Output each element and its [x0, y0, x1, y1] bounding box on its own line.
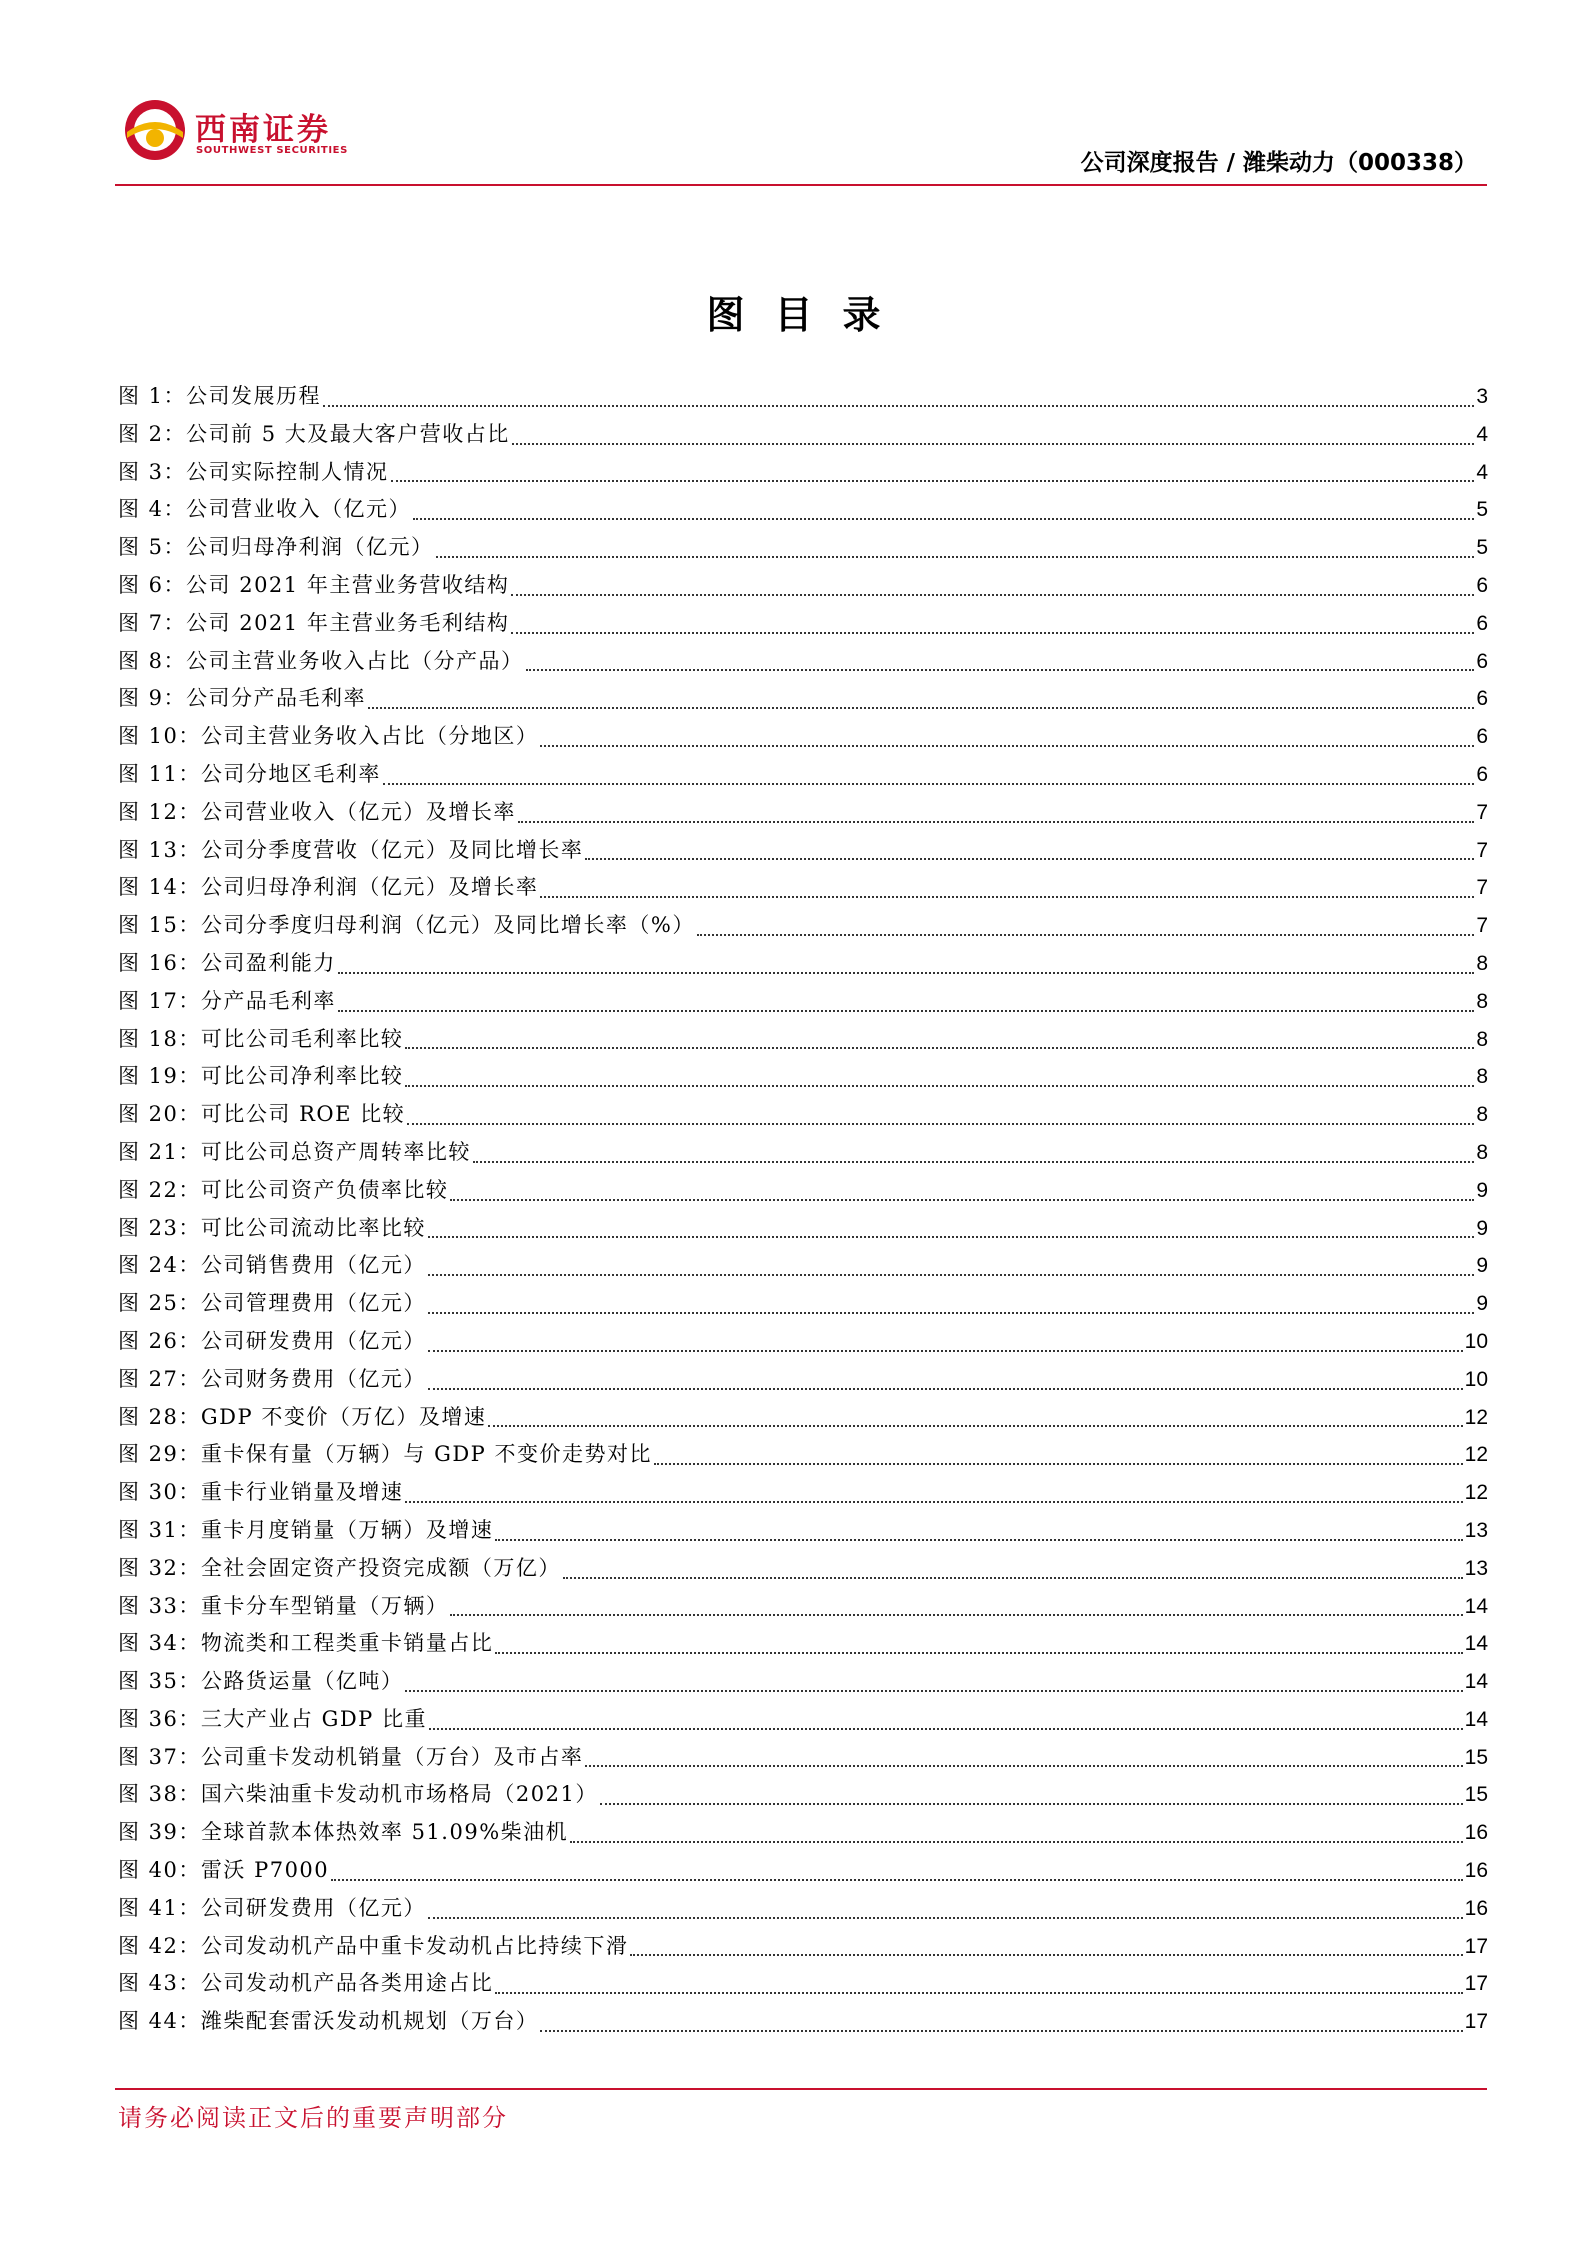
toc-entry-page: 9	[1476, 1292, 1488, 1316]
toc-entry-page: 17	[1464, 2010, 1488, 2034]
toc-entry[interactable]	[118, 1247, 1488, 1285]
toc-leader-dots	[540, 895, 1474, 898]
toc-leader-dots	[697, 933, 1474, 936]
toc-leader-dots	[428, 1273, 1474, 1276]
toc-entry[interactable]	[118, 1172, 1488, 1210]
toc-entry-label: 图 34：物流类和工程类重卡销量占比	[118, 1631, 494, 1656]
toc-entry-page: 15	[1464, 1745, 1488, 1769]
toc-entry[interactable]	[118, 1965, 1488, 2003]
toc-entry[interactable]	[118, 832, 1488, 870]
toc-entry-label: 图 22：可比公司资产负债率比较	[118, 1177, 449, 1202]
toc-leader-dots	[585, 1764, 1462, 1767]
toc-leader-dots	[405, 1689, 1462, 1692]
toc-leader-dots	[585, 857, 1474, 860]
toc-entry[interactable]	[118, 1588, 1488, 1626]
toc-leader-dots	[323, 404, 1474, 407]
toc-entry[interactable]	[118, 869, 1488, 907]
toc-entry-page: 6	[1476, 762, 1488, 786]
header-divider	[115, 184, 1487, 186]
page-title: 图目录	[706, 292, 911, 337]
toc-entry-page: 12	[1464, 1481, 1488, 1505]
toc-entry-label: 图 15：公司分季度归母利润（亿元）及同比增长率（%）	[118, 913, 695, 938]
toc-entry[interactable]	[118, 1134, 1488, 1172]
toc-leader-dots	[488, 1424, 1462, 1427]
toc-entry-label: 图 35：公路货运量（亿吨）	[118, 1669, 404, 1694]
toc-leader-dots	[654, 1462, 1463, 1465]
toc-entry[interactable]	[118, 378, 1488, 416]
page-header	[115, 88, 1487, 184]
toc-leader-dots	[511, 593, 1474, 596]
toc-entry-page: 13	[1464, 1518, 1488, 1542]
toc-leader-dots	[495, 1538, 1462, 1541]
toc-entry-page: 3	[1476, 385, 1488, 408]
toc-entry-page: 10	[1464, 1367, 1488, 1391]
toc-entry-label: 图 38：国六柴油重卡发动机市场格局（2021）	[118, 1782, 598, 1807]
toc-entry-page: 6	[1476, 725, 1488, 749]
toc-entry-label: 图 20：可比公司 ROE 比较	[118, 1102, 406, 1127]
toc-entry-label: 图 43：公司发动机产品各类用途占比	[118, 1971, 494, 1996]
toc-leader-dots	[405, 1046, 1474, 1049]
toc-leader-dots	[428, 1349, 1463, 1352]
toc-entry-page: 9	[1476, 1216, 1488, 1240]
footer-divider	[115, 2088, 1487, 2090]
toc-entry-page: 14	[1464, 1594, 1488, 1618]
toc-entry-label: 图 41：公司研发费用（亿元）	[118, 1895, 426, 1920]
toc-entry[interactable]	[118, 1361, 1488, 1399]
toc-entry[interactable]	[118, 1323, 1488, 1361]
toc-entry[interactable]	[118, 643, 1488, 681]
toc-entry-label: 图 13：公司分季度营收（亿元）及同比增长率	[118, 837, 584, 862]
toc-entry-label: 图 39：全球首款本体热效率 51.09%柴油机	[118, 1820, 569, 1845]
toc-entry[interactable]	[118, 1701, 1488, 1739]
toc-leader-dots	[368, 706, 1474, 709]
toc-entry-page: 4	[1476, 422, 1488, 446]
toc-entry-page: 6	[1476, 611, 1488, 635]
toc-entry-label: 图 1：公司发展历程	[118, 384, 322, 408]
toc-leader-dots	[383, 782, 1474, 785]
toc-entry-label: 图 2：公司前 5 大及最大客户营收占比	[118, 421, 510, 446]
toc-entry-label: 图 6：公司 2021 年主营业务营收结构	[118, 572, 510, 597]
toc-entry-page: 5	[1476, 536, 1488, 560]
toc-entry-label: 图 9：公司分产品毛利率	[118, 686, 367, 711]
logo-name-en: SOUTHWEST SECURITIES	[196, 145, 348, 156]
toc-entry-label: 图 14：公司归母净利润（亿元）及增长率	[118, 875, 539, 900]
toc-entry-label: 图 18：可比公司毛利率比较	[118, 1026, 404, 1051]
toc-entry-page: 8	[1476, 951, 1488, 975]
toc-entry[interactable]	[118, 680, 1488, 718]
toc-entry[interactable]	[118, 1096, 1488, 1134]
toc-entry-page: 17	[1464, 1934, 1488, 1958]
toc-entry-label: 图 21：可比公司总资产周转率比较	[118, 1139, 471, 1164]
toc-leader-dots	[428, 1235, 1474, 1238]
toc-entry[interactable]	[118, 1814, 1488, 1852]
toc-leader-dots	[450, 1198, 1474, 1201]
toc-entry-label: 图 42：公司发动机产品中重卡发动机占比持续下滑	[118, 1933, 629, 1958]
toc-leader-dots	[391, 479, 1475, 482]
toc-leader-dots	[630, 1953, 1462, 1956]
toc-entry-label: 图 17：分产品毛利率	[118, 988, 336, 1013]
toc-entry-label: 图 36：三大产业占 GDP 比重	[118, 1706, 427, 1731]
toc-entry[interactable]	[118, 1399, 1488, 1437]
footer-notice: 请务必阅读正文后的重要声明部分	[118, 2104, 508, 2132]
toc-entry-page: 10	[1464, 1329, 1488, 1353]
toc-leader-dots	[428, 1916, 1463, 1919]
toc-entry-label: 图 8：公司主营业务收入占比（分产品）	[118, 648, 524, 673]
toc-entry[interactable]	[118, 491, 1488, 529]
toc-entry[interactable]	[118, 1890, 1488, 1928]
toc-entry-label: 图 24：公司销售费用（亿元）	[118, 1253, 426, 1278]
toc-entry[interactable]	[118, 1512, 1488, 1550]
toc-leader-dots	[338, 971, 1474, 974]
toc-entry-page: 14	[1464, 1670, 1488, 1694]
toc-entry-page: 8	[1476, 1140, 1488, 1164]
toc-entry-page: 7	[1476, 838, 1488, 862]
toc-entry-label: 图 4：公司营业收入（亿元）	[118, 497, 412, 522]
toc-leader-dots	[428, 1387, 1463, 1390]
toc-leader-dots	[526, 668, 1475, 671]
toc-entry-label: 图 19：可比公司净利率比较	[118, 1064, 404, 1089]
toc-entry[interactable]	[118, 1663, 1488, 1701]
toc-entry-page: 15	[1464, 1783, 1488, 1807]
toc-entry-page: 14	[1464, 1632, 1488, 1656]
toc-entry-label: 图 29：重卡保有量（万辆）与 GDP 不变价走势对比	[118, 1442, 652, 1467]
toc-entry[interactable]	[118, 416, 1488, 454]
toc-leader-dots	[413, 517, 1474, 520]
toc-entry-page: 4	[1476, 460, 1488, 484]
toc-entry-page: 14	[1464, 1707, 1488, 1731]
toc-entry-page: 9	[1476, 1178, 1488, 1202]
toc-leader-dots	[563, 1576, 1463, 1579]
toc-entry-page: 17	[1464, 1972, 1488, 1996]
toc-entry-label: 图 28：GDP 不变价（万亿）及增速	[118, 1404, 487, 1429]
toc-entry[interactable]	[118, 794, 1488, 832]
toc-entry[interactable]	[118, 1058, 1488, 1096]
toc-entry-page: 7	[1476, 914, 1488, 938]
toc-entry[interactable]	[118, 907, 1488, 945]
toc-entry[interactable]	[118, 605, 1488, 643]
toc-leader-dots	[600, 1802, 1463, 1805]
toc-entry[interactable]	[118, 1021, 1488, 1059]
figure-toc-list	[118, 378, 1488, 2041]
toc-entry-page: 16	[1464, 1859, 1488, 1883]
toc-entry-page: 8	[1476, 1027, 1488, 1051]
toc-entry-label: 图 3：公司实际控制人情况	[118, 459, 389, 484]
toc-entry-page: 6	[1476, 649, 1488, 673]
toc-entry-label: 图 26：公司研发费用（亿元）	[118, 1328, 426, 1353]
toc-entry[interactable]	[118, 1852, 1488, 1890]
toc-entry[interactable]	[118, 983, 1488, 1021]
toc-entry-label: 图 25：公司管理费用（亿元）	[118, 1291, 426, 1316]
toc-entry[interactable]	[118, 1210, 1488, 1248]
toc-entry-page: 8	[1476, 1065, 1488, 1089]
toc-entry-label: 图 11：公司分地区毛利率	[118, 761, 381, 786]
toc-leader-dots	[495, 1991, 1462, 1994]
toc-entry[interactable]	[118, 529, 1488, 567]
toc-entry-label: 图 30：重卡行业销量及增速	[118, 1480, 404, 1505]
toc-leader-dots	[495, 1651, 1462, 1654]
toc-entry-label: 图 7：公司 2021 年主营业务毛利结构	[118, 610, 510, 635]
toc-entry[interactable]	[118, 567, 1488, 605]
toc-entry-page: 7	[1476, 876, 1488, 900]
toc-leader-dots	[511, 631, 1474, 634]
toc-entry[interactable]	[118, 1776, 1488, 1814]
toc-entry[interactable]	[118, 1928, 1488, 1966]
toc-entry-page: 6	[1476, 687, 1488, 711]
southwest-securities-logo-icon	[123, 98, 187, 162]
toc-entry-label: 图 27：公司财务费用（亿元）	[118, 1366, 426, 1391]
report-label: 公司深度报告 / 潍柴动力（000338）	[1080, 150, 1477, 176]
toc-entry-label: 图 12：公司营业收入（亿元）及增长率	[118, 799, 516, 824]
toc-entry[interactable]	[118, 454, 1488, 492]
toc-entry-page: 12	[1464, 1405, 1488, 1429]
toc-entry-page: 7	[1476, 800, 1488, 824]
toc-entry-page: 16	[1464, 1821, 1488, 1845]
toc-entry-page: 8	[1476, 989, 1488, 1013]
toc-entry[interactable]	[118, 1625, 1488, 1663]
toc-leader-dots	[428, 1311, 1474, 1314]
toc-entry[interactable]	[118, 1285, 1488, 1323]
toc-leader-dots	[570, 1840, 1462, 1843]
toc-entry[interactable]	[118, 945, 1488, 983]
toc-entry-label: 图 40：雷沃 P7000	[118, 1858, 330, 1883]
toc-entry[interactable]	[118, 1474, 1488, 1512]
logo-name-cn: 西南证券	[195, 112, 331, 148]
toc-leader-dots	[405, 1500, 1462, 1503]
toc-entry-page: 6	[1476, 573, 1488, 597]
toc-entry-label: 图 33：重卡分车型销量（万辆）	[118, 1593, 449, 1618]
toc-leader-dots	[473, 1160, 1474, 1163]
toc-entry-label: 图 16：公司盈利能力	[118, 950, 336, 975]
toc-leader-dots	[436, 555, 1475, 558]
toc-entry-label: 图 31：重卡月度销量（万辆）及增速	[118, 1517, 494, 1542]
toc-leader-dots	[512, 442, 1475, 445]
toc-entry[interactable]	[118, 1550, 1488, 1588]
toc-entry-page: 12	[1464, 1443, 1488, 1467]
toc-entry-label: 图 10：公司主营业务收入占比（分地区）	[118, 724, 539, 749]
toc-entry-page: 8	[1476, 1103, 1488, 1127]
toc-leader-dots	[518, 820, 1474, 823]
toc-entry[interactable]	[118, 756, 1488, 794]
toc-leader-dots	[429, 1727, 1463, 1730]
toc-leader-dots	[450, 1613, 1462, 1616]
toc-leader-dots	[331, 1878, 1462, 1881]
toc-leader-dots	[338, 1009, 1474, 1012]
toc-entry-label: 图 37：公司重卡发动机销量（万台）及市占率	[118, 1744, 584, 1769]
toc-entry[interactable]	[118, 2003, 1488, 2041]
toc-entry-label: 图 5：公司归母净利润（亿元）	[118, 535, 434, 560]
toc-entry-page: 16	[1464, 1896, 1488, 1920]
toc-entry-label: 图 44：潍柴配套雷沃发动机规划（万台）	[118, 2009, 539, 2034]
toc-entry[interactable]	[118, 1436, 1488, 1474]
toc-leader-dots	[405, 1084, 1474, 1087]
toc-entry-label: 图 32：全社会固定资产投资完成额（万亿）	[118, 1555, 561, 1580]
toc-entry[interactable]	[118, 1739, 1488, 1777]
toc-entry-page: 5	[1476, 498, 1488, 522]
toc-leader-dots	[540, 2029, 1462, 2032]
toc-leader-dots	[540, 744, 1474, 747]
toc-entry-page: 9	[1476, 1254, 1488, 1278]
toc-entry-label: 图 23：可比公司流动比率比较	[118, 1215, 426, 1240]
toc-leader-dots	[407, 1122, 1474, 1125]
toc-entry-page: 13	[1464, 1556, 1488, 1580]
toc-entry[interactable]	[118, 718, 1488, 756]
